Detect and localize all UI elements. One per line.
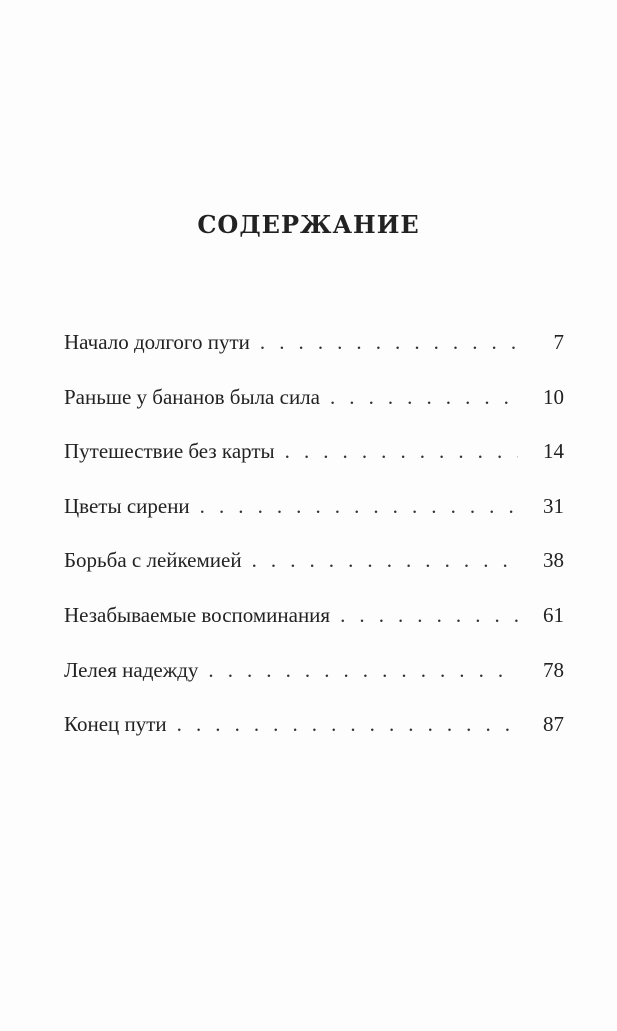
- toc-entry: [64, 658, 564, 713]
- toc-entry: [64, 494, 564, 549]
- toc-entry-page: 61: [543, 602, 564, 627]
- toc-entry: [64, 439, 564, 494]
- toc-entry-title: Путешествие без карты: [64, 439, 275, 464]
- toc-entry-page: 7: [553, 330, 564, 354]
- dot-leader: [285, 439, 518, 464]
- dot-leader: [340, 603, 518, 628]
- dot-leader: [208, 658, 518, 683]
- dot-leader: [260, 330, 518, 355]
- toc-entry-title: Начало долгого пути: [64, 330, 250, 354]
- toc-entry-title: Борьба с лейкемией: [64, 548, 242, 573]
- dot-leader: [200, 494, 518, 519]
- dot-leader: [330, 385, 518, 410]
- toc-entry: [64, 330, 564, 385]
- toc-entry-title: Цветы сирени: [64, 493, 190, 518]
- toc-entry-page: 31: [543, 493, 564, 518]
- dot-leader: [252, 548, 518, 573]
- toc-entry-page: 10: [543, 384, 564, 409]
- toc-entry-title: Конец пути: [64, 712, 167, 737]
- toc-entry-page: 78: [543, 657, 564, 682]
- toc-entry-page: 38: [543, 548, 564, 573]
- table-of-contents: [64, 330, 564, 767]
- toc-entry-title: Раньше у бананов была сила: [64, 384, 320, 409]
- toc-entry: [64, 603, 564, 658]
- toc-entry-page: 87: [543, 712, 564, 737]
- toc-entry: [64, 548, 564, 603]
- toc-heading: СОДЕРЖАНИЕ: [197, 210, 420, 239]
- toc-entry-title: Незабываемые воспоминания: [64, 602, 331, 627]
- toc-entry-page: 14: [543, 439, 564, 464]
- toc-entry-title: Лелея надежду: [64, 657, 199, 682]
- toc-entry: [64, 385, 564, 440]
- toc-entry: [64, 712, 564, 767]
- dot-leader: [177, 712, 518, 737]
